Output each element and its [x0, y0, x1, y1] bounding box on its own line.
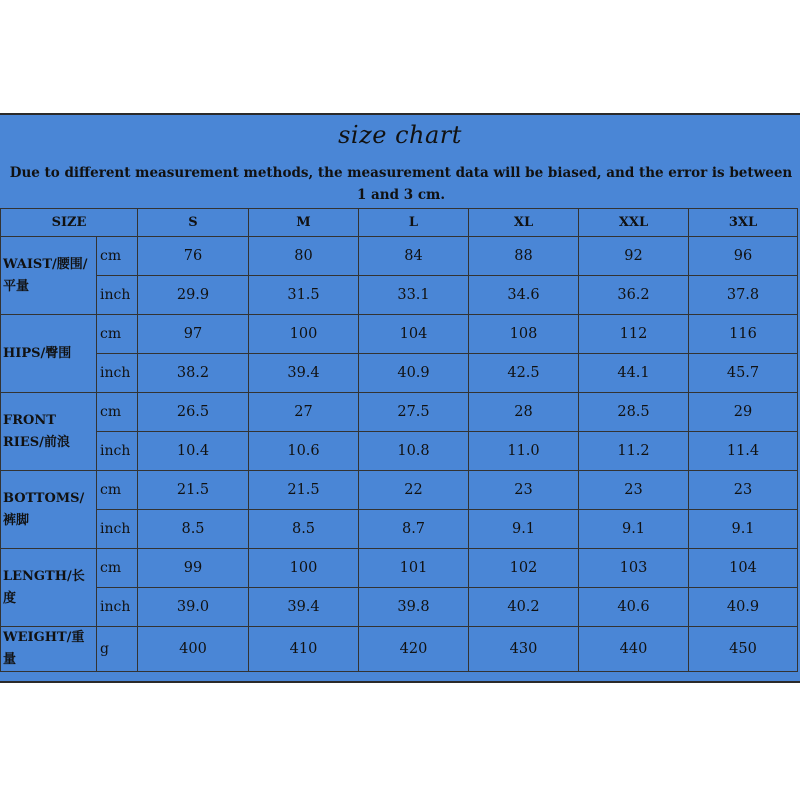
measurement-value: 99 [138, 549, 249, 588]
measurement-value: 39.4 [249, 354, 359, 393]
measurement-value: 11.0 [469, 432, 579, 471]
measurement-value: 410 [249, 627, 359, 672]
size-chart [0, 113, 800, 683]
table-row [1, 315, 798, 354]
measurement-value: 8.7 [359, 510, 469, 549]
measurement-value: 100 [249, 315, 359, 354]
measurement-value: 23 [689, 471, 798, 510]
measurement-value: 28.5 [579, 393, 689, 432]
measurement-value: 8.5 [138, 510, 249, 549]
measurement-value: 101 [359, 549, 469, 588]
measurement-value: 22 [359, 471, 469, 510]
measurement-value: 8.5 [249, 510, 359, 549]
measurement-value: 23 [469, 471, 579, 510]
measurement-value: 400 [138, 627, 249, 672]
measurement-value: 80 [249, 237, 359, 276]
size-table-body [1, 209, 798, 672]
unit-label: inch [97, 354, 138, 393]
measurement-value: 116 [689, 315, 798, 354]
measurement-value: 39.4 [249, 588, 359, 627]
measurement-value: 39.0 [138, 588, 249, 627]
size-col-header: L [359, 209, 469, 237]
measurement-value: 96 [689, 237, 798, 276]
measurement-value: 9.1 [579, 510, 689, 549]
measurement-value: 450 [689, 627, 798, 672]
size-col-header: S [138, 209, 249, 237]
measurement-value: 21.5 [138, 471, 249, 510]
table-row [1, 510, 798, 549]
measurement-value: 9.1 [469, 510, 579, 549]
measurement-value: 27 [249, 393, 359, 432]
measurement-value: 11.4 [689, 432, 798, 471]
measurement-value: 29.9 [138, 276, 249, 315]
measurement-value: 42.5 [469, 354, 579, 393]
measurement-value: 26.5 [138, 393, 249, 432]
unit-label: cm [97, 237, 138, 276]
measurement-value: 440 [579, 627, 689, 672]
table-row [1, 627, 798, 672]
size-col-header: M [249, 209, 359, 237]
measurement-value: 76 [138, 237, 249, 276]
measurement-value: 430 [469, 627, 579, 672]
measurement-value: 44.1 [579, 354, 689, 393]
measurement-value: 104 [689, 549, 798, 588]
measurement-value: 37.8 [689, 276, 798, 315]
measurement-value: 40.6 [579, 588, 689, 627]
measurement-label: HIPS/臀围 [1, 315, 97, 393]
measurement-value: 31.5 [249, 276, 359, 315]
size-table [0, 208, 798, 672]
measurement-value: 100 [249, 549, 359, 588]
measurement-value: 34.6 [469, 276, 579, 315]
size-col-header: XXL [579, 209, 689, 237]
measurement-value: 40.9 [689, 588, 798, 627]
unit-label: inch [97, 510, 138, 549]
table-row [1, 276, 798, 315]
measurement-label: WEIGHT/重量 [1, 627, 97, 672]
measurement-value: 28 [469, 393, 579, 432]
measurement-value: 23 [579, 471, 689, 510]
unit-label: inch [97, 588, 138, 627]
measurement-value: 40.9 [359, 354, 469, 393]
measurement-value: 108 [469, 315, 579, 354]
measurement-value: 9.1 [689, 510, 798, 549]
measurement-value: 84 [359, 237, 469, 276]
measurement-value: 21.5 [249, 471, 359, 510]
measurement-value: 420 [359, 627, 469, 672]
measurement-note: Due to different measurement methods, the measurement data will be biased, and the error is between 1 and 3 cm. [9, 165, 793, 203]
unit-label: inch [97, 432, 138, 471]
measurement-value: 112 [579, 315, 689, 354]
table-row [1, 237, 798, 276]
size-header: SIZE [1, 209, 138, 237]
table-row [1, 354, 798, 393]
table-row [1, 471, 798, 510]
unit-label: g [97, 627, 138, 672]
unit-label: cm [97, 393, 138, 432]
measurement-value: 33.1 [359, 276, 469, 315]
measurement-value: 40.2 [469, 588, 579, 627]
measurement-value: 10.8 [359, 432, 469, 471]
measurement-value: 29 [689, 393, 798, 432]
measurement-value: 39.8 [359, 588, 469, 627]
measurement-label: WAIST/腰围/平量 [1, 237, 97, 315]
measurement-value: 38.2 [138, 354, 249, 393]
measurement-value: 88 [469, 237, 579, 276]
header-row [1, 209, 798, 237]
measurement-value: 27.5 [359, 393, 469, 432]
unit-label: cm [97, 315, 138, 354]
unit-label: cm [97, 471, 138, 510]
chart-title: size chart [338, 121, 462, 149]
table-row [1, 588, 798, 627]
table-row [1, 432, 798, 471]
measurement-value: 36.2 [579, 276, 689, 315]
measurement-value: 45.7 [689, 354, 798, 393]
measurement-label: FRONT RIES/前浪 [1, 393, 97, 471]
size-col-header: 3XL [689, 209, 798, 237]
table-row [1, 549, 798, 588]
measurement-value: 102 [469, 549, 579, 588]
measurement-label: BOTTOMS/裤脚 [1, 471, 97, 549]
table-row [1, 393, 798, 432]
measurement-value: 92 [579, 237, 689, 276]
measurement-value: 103 [579, 549, 689, 588]
unit-label: inch [97, 276, 138, 315]
measurement-value: 97 [138, 315, 249, 354]
measurement-value: 10.4 [138, 432, 249, 471]
unit-label: cm [97, 549, 138, 588]
measurement-label: LENGTH/长度 [1, 549, 97, 627]
measurement-value: 11.2 [579, 432, 689, 471]
measurement-value: 10.6 [249, 432, 359, 471]
measurement-value: 104 [359, 315, 469, 354]
size-col-header: XL [469, 209, 579, 237]
